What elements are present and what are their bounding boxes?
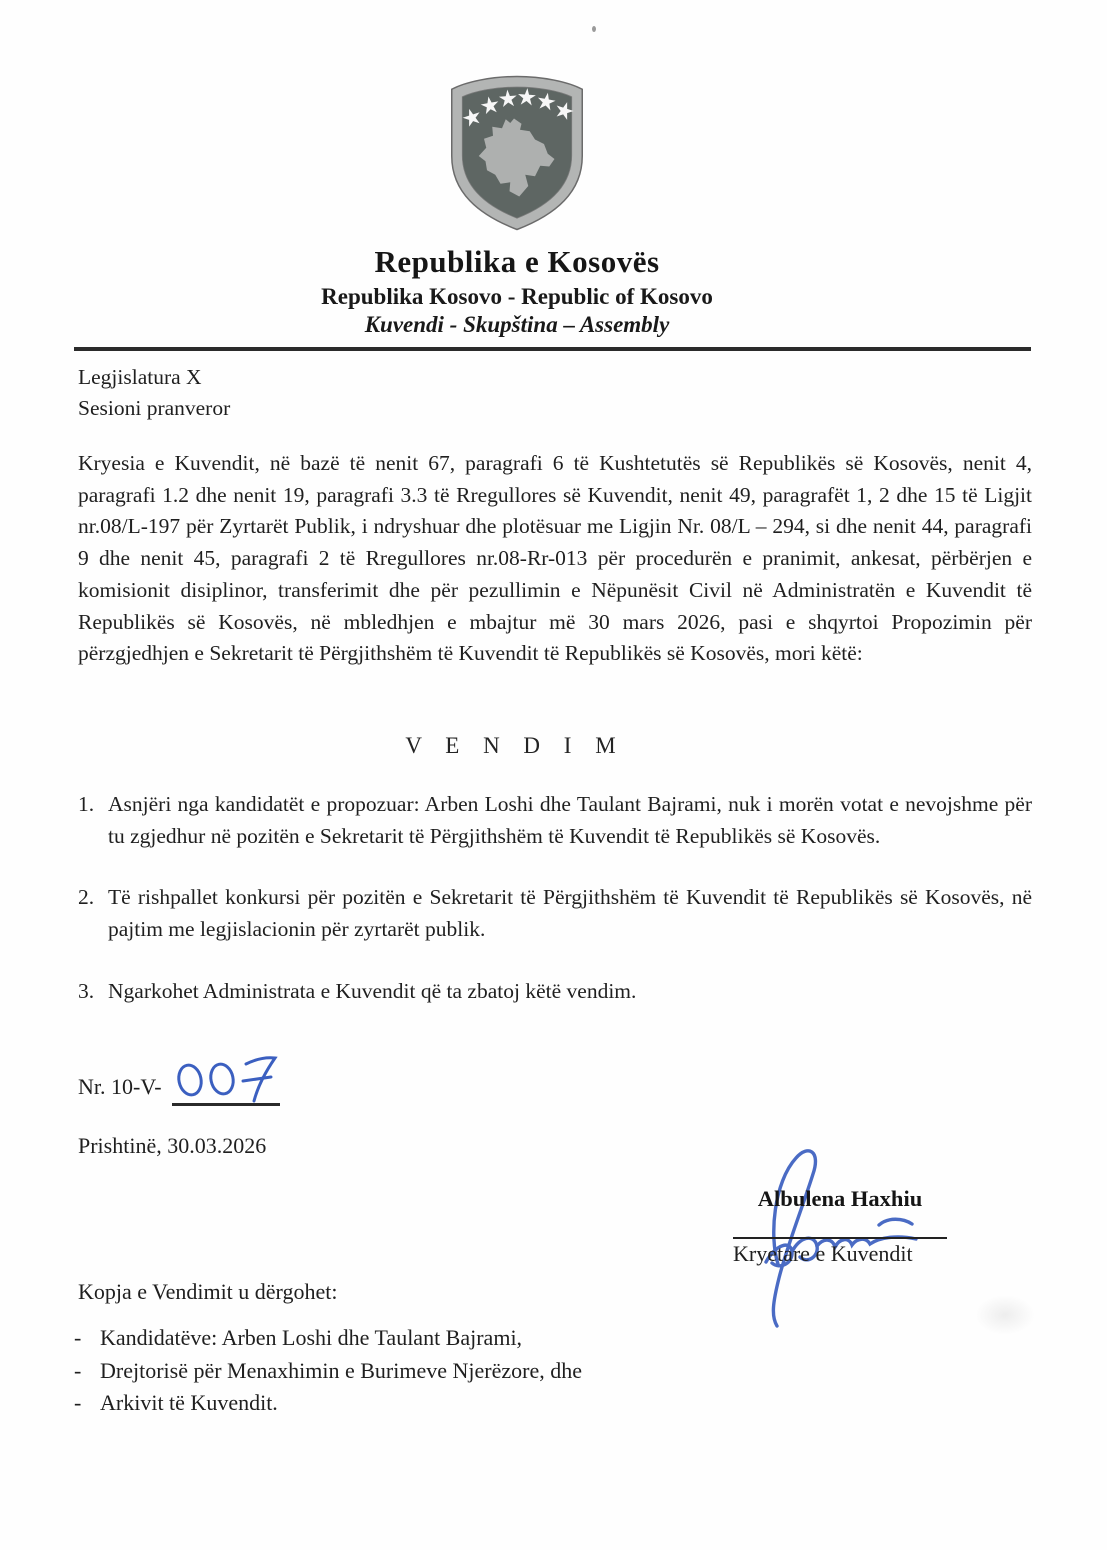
- decision-item: [78, 789, 1032, 852]
- session-label: Sesioni pranveror: [78, 395, 231, 420]
- distribution-item: [74, 1355, 582, 1388]
- distribution-item-text: Kandidatëve: Arben Loshi dhe Taulant Bajrami,: [100, 1325, 523, 1350]
- signer-title: Kryetare e Kuvendit: [733, 1241, 913, 1266]
- signer-name: Albulena Haxhiu: [757, 1186, 923, 1211]
- signature-line: [733, 1237, 947, 1239]
- decision-item-number: 2.: [78, 885, 95, 910]
- decision-item-text: Të rishpallet konkursi për pozitën e Sekretarit të Përgjithshëm të Kuvendit të Republikës së Kosovës, në pajtim me legjislacionin për zyrtarët publik.: [108, 885, 1032, 942]
- preamble-paragraph: Kryesia e Kuvendit, në bazë të nenit 67, paragrafi 6 të Kushtetutës së Republikës së Kosovës, nenit 4, paragrafi 1.2 dhe nenit 19, paragrafi 3.3 të Rregullores së Kuvendit, nenit 49, paragrafët 1, 2 dhe 15 të Ligjit nr.08/L-197 për Zyrtarët Publik, i ndryshuar dhe plotësuar me Ligjin Nr. 08/L – 294, si dhe nenit 44, paragrafi 9 dhe nenit 45, paragrafi 2 të Rregullores nr.08-Rr-013 për procedurën e pranimit, ankesat, përbërjen e komisionit disiplinor, transferimit dhe për pezullimin e Nëpunësit Civil në Administratën e Kuvendit të Republikës së Kosovës, në mbledhjen e mbajtur më 30 mars 2026, pasi e shqyrtoi Propozimin për përzgjedhjen e Sekretarit të Përgjithshëm të Kuvendit të Republikës së Kosovës, mori këtë:: [78, 451, 1032, 666]
- scan-smudge: [975, 1295, 1035, 1335]
- country-title: Republika e Kosovës: [374, 244, 660, 279]
- decision-item-text: Asnjëri nga kandidatët e propozuar: Arben Loshi dhe Taulant Bajrami, nuk i morën votat e nevojshme për tu zgjedhur në pozitën e Sekretarit të Përgjithshëm të Kuvendit të Republikës së Kosovës.: [108, 792, 1032, 848]
- handwritten-decision-number: [166, 1050, 294, 1108]
- decision-items: [78, 789, 1032, 1038]
- distribution-item: [74, 1387, 582, 1420]
- distribution-item-text: Drejtorisë për Menaxhimin e Burimeve Njerëzore, dhe: [100, 1357, 582, 1383]
- reference-number-label: Nr. 10-V-: [78, 1074, 162, 1099]
- list-dash-marker: -: [74, 1325, 82, 1350]
- document-header: [0, 72, 1034, 338]
- distribution-item: [74, 1322, 582, 1355]
- place-date: Prishtinë, 30.03.2026: [78, 1133, 267, 1158]
- decision-item: [78, 882, 1032, 945]
- decision-item-number: 3.: [78, 978, 95, 1003]
- decision-heading: V E N D I M: [405, 733, 625, 758]
- list-dash-marker: -: [74, 1357, 82, 1383]
- decision-item: [78, 976, 1032, 1008]
- distribution-list: [74, 1322, 582, 1420]
- decision-item-text: Ngarkohet Administrata e Kuvendit që ta zbatoj këtë vendim.: [108, 978, 637, 1003]
- distribution-item-text: Arkivit të Kuvendit.: [100, 1390, 278, 1415]
- scan-artifact-dot: [592, 26, 596, 32]
- list-dash-marker: -: [74, 1390, 82, 1415]
- distribution-heading: Kopja e Vendimit u dërgohet:: [78, 1279, 338, 1304]
- signature-block: [733, 1186, 947, 1267]
- legislature-label: Legjislatura X: [78, 365, 202, 389]
- decision-item-number: 1.: [78, 792, 95, 816]
- legislature-meta: [78, 362, 230, 423]
- kosovo-coat-of-arms-icon: [442, 72, 592, 234]
- country-subtitle: Republika Kosovo - Republic of Kosovo: [321, 284, 713, 309]
- assembly-line: Kuvendi - Skupština – Assembly: [364, 312, 670, 337]
- header-rule: [74, 347, 1031, 351]
